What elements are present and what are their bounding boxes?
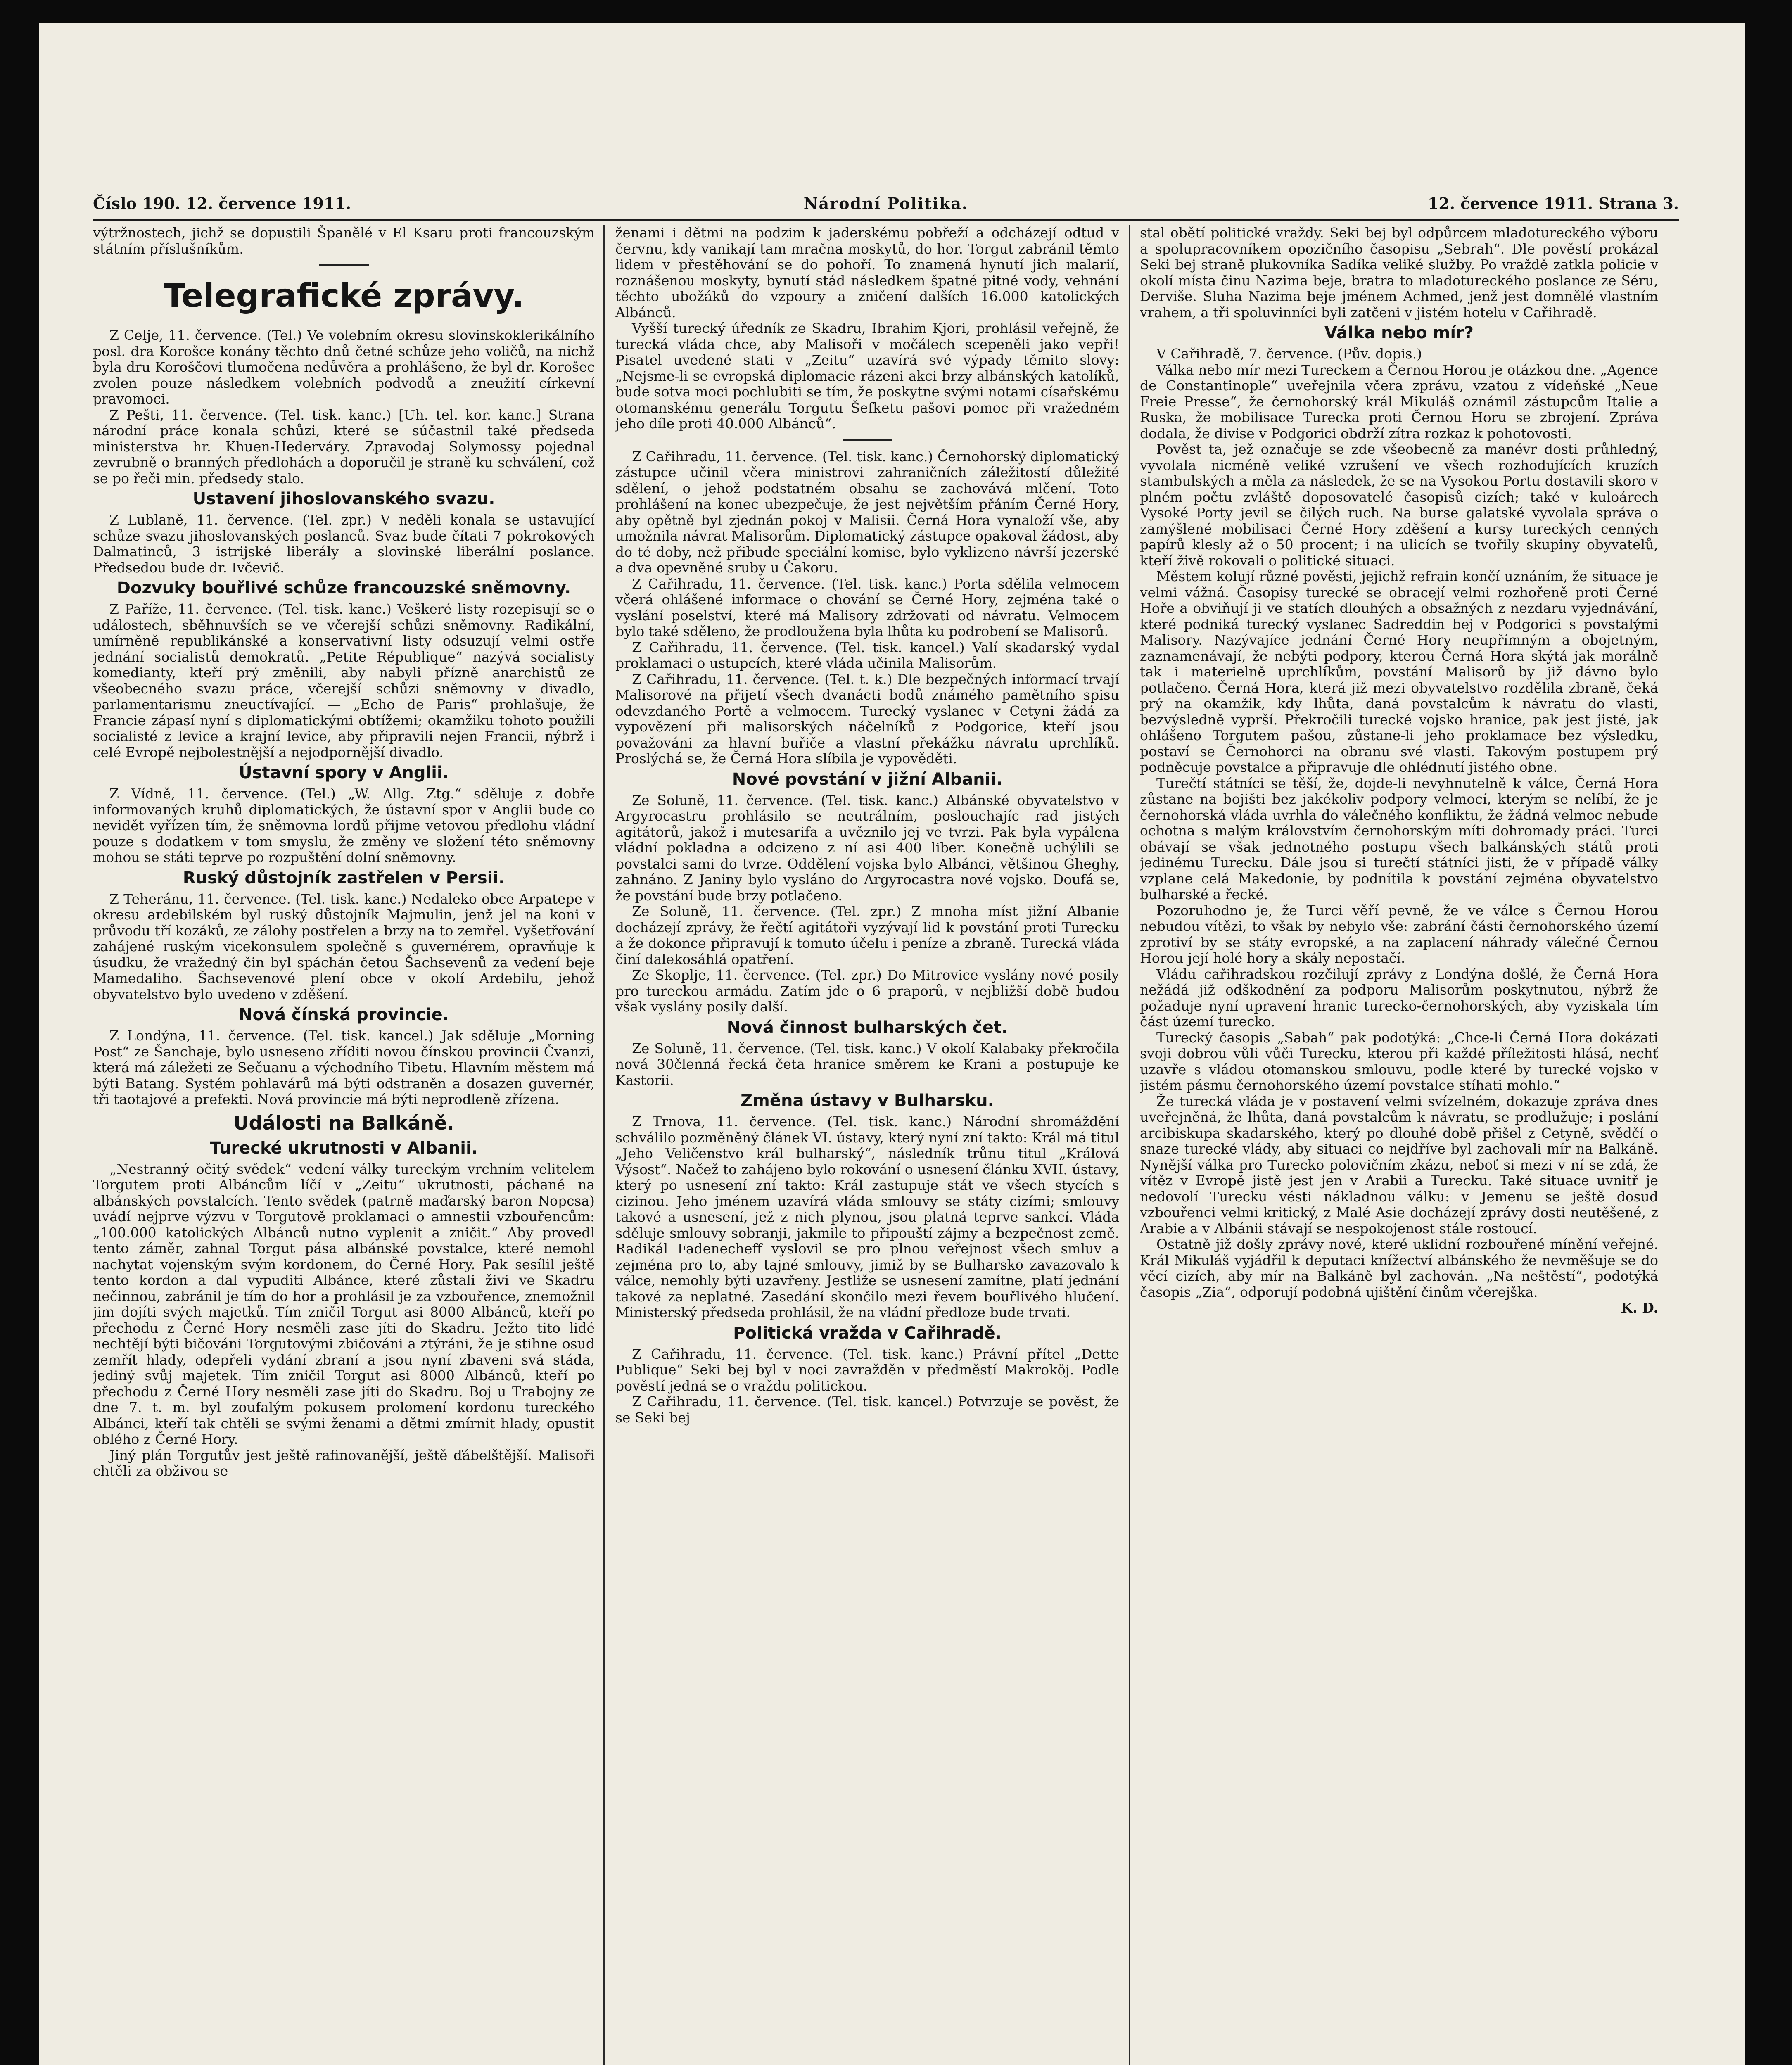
article-title: Dozvuky bouřlivé schůze francouzské sněmovny.: [116, 579, 571, 598]
header-rule: [93, 219, 1679, 221]
paragraph: Ze Soluně, 11. července. (Tel. tisk. kanc.) Albánské obyvatelstvo v Argyrocastru prohlásilo se neutrálním, poslouchajíc rad jistých agitátorů, jakož i mutesarifa a uvěznilo jej ve tvrzi. Pak byla vypálena vládní pokladna a odcizeno z ní asi 400 liber. Konečně uchýlili se povstalci sami do tvrze. Oddělení vojska bylo Albánci, většinou Gheghy, zahnáno. Z Janiny bylo vysláno do Argyrocastra nové vojsko. Doufá se, že povstání bude brzy potlačeno.: [615, 792, 1119, 904]
article-title: Ruský důstojník zastřelen v Persii.: [183, 868, 505, 888]
column-2: [615, 225, 1119, 2065]
dateline: V Cařihradě, 7. července. (Pův. dopis.): [1156, 346, 1422, 362]
paragraph: Z Cařihradu, 11. července. (Tel. tisk. kancel.) Valí skadarský vydal proklamaci o ustupcích, které vláda učinila Malisorům.: [615, 639, 1119, 671]
paragraph: Z Cařihradu, 11. července. (Tel. tisk. kanc.) Černohorský diplomatický zástupce učinil včera ministrovi zahraničních záležitostí důležité sdělení, o jehož podstatném obsahu se zachovává mlčení. Toto prohlášení na konec ubezpečuje, že jest největším přáním Černé Hory, aby opětně byl zjednán pokoj v Malisii. Černá Hora vynaloží vše, aby umožnila návrat Malisorům. Diplomatický zástupce opakoval žádost, aby do té doby, než přibude speciální komise, bylo vyklizeno návrší jezerské a dva opevněné sruby u Čakoru.: [615, 448, 1119, 576]
paragraph: Jiný plán Torgutův jest ještě rafinovanější, ještě ďábelštější. Malisoři chtěli za obživou se: [93, 1447, 595, 1479]
paragraph: Z Cařihradu, 11. července. (Tel. tisk. kancel.) Potvrzuje se pověst, že se Seki bej: [615, 1393, 1119, 1426]
article-title: Ustavení jihoslovanského svazu.: [192, 489, 495, 508]
paragraph: Pozoruhodno je, že Turci věří pevně, že ve válce s Černou Horou nebudou vítězi, to však by nebylo vše: zabrání části černohorského území zprotiví by se státy evropské, a na zaplacení náhrady válečné Černou Horou její holé hory a skály nepostačí.: [1140, 902, 1658, 966]
paragraph: Z Cařihradu, 11. července. (Tel. tisk. kanc.) Porta sdělila velmocem včerá ohlášené informace o chování se Černé Hory, zejména také o vyslání poselství, které má Malisory zdržovati od návratu. Velmocem bylo také sděleno, že prodloužena byla lhůta ku podrobení se Malisorů.: [615, 575, 1119, 639]
article-title: Turecké ukrutnosti v Albanii.: [210, 1138, 478, 1158]
separator: [843, 439, 892, 441]
paragraph: Z Vídně, 11. července. (Tel.) „W. Allg. Ztg.“ sděluje z dobře informovaných kruhů diplomatických, že ústavní spor v Anglii bude co nevidět vyřízen tím, že sněmovna lordů přijme vetovou předlohu vládní pouze s dodatkem v tom smyslu, že změny ve složení této sněmovny mohou se státi teprve po rozpuštění dolní sněmovny.: [93, 786, 595, 865]
paragraph: Z Lublaně, 11. července. (Tel. zpr.) V neděli konala se ustavující schůze svazu jihoslovanských poslanců. Svaz bude čítati 7 pokrokových Dalmatinců, 3 istrijské liberály a slovinské liberální poslance. Předsedou bude dr. Ivčevič.: [93, 512, 595, 576]
paragraph: Z Pešti, 11. července. (Tel. tisk. kanc.) [Uh. tel. kor. kanc.] Strana národní práce konala schůzi, které se súčastnil také předseda ministerstva hr. Khuen-Hederváry. Zpravodaj Solymossy pojednal zevrubně o branných předlohách a doporučil je straně ku schválení, což se po řeči min. předsedy stalo.: [93, 406, 595, 487]
column-divider: [603, 225, 605, 2065]
article-title: Nová čínská provincie.: [238, 1005, 449, 1024]
column-3: [1140, 225, 1658, 2065]
column-divider: [1129, 225, 1130, 2065]
page-info: 12. července 1911. Strana 3.: [1427, 194, 1679, 213]
article-title: Válka nebo mír?: [1324, 323, 1474, 342]
newspaper-page: [39, 23, 1745, 2065]
paragraph: Pověst ta, jež označuje se zde všeobecně za manévr dosti průhledný, vyvolala nicméně veliké vzrušení ve všech rozhodujících kruzích stambulských a měla za následek, že se na Vysokou Portu dostavili skoro v plném počtu zvláště doposovatelé časopisů cizích; také v kuloárech Vysoké Porty jevil se čilých ruch. Na burse galatské vyvolala správa o zamýšlené mobilisaci Černé Hory zděšení a kursy tureckých cenných papírů klesly až o 50 procent; i na ulicích se tvořily skupiny obyvatelů, kteří živě rokovali o politické situaci.: [1140, 441, 1658, 569]
page-header: [93, 190, 1679, 219]
paragraph: Turečtí státníci se těší, že, dojde-li nevyhnutelně k válce, Černá Hora zůstane na bojišti bez jakékoliv podpory velmocí, kterým se nelíbí, že je černohorská vláda uvrhla do válečného konfliktu, že žádná velmoc nebude ochotna s malým královstvím černohorským míti dohromady práci. Turci obávají se však jednotného postupu všech balkánských států proti jedinému Turecku. Dále jsou si turečtí státníci jisti, že v případě války vzplane celá Makedonie, by podnítila k povstání zejména obyvatelstvo bulharské a řecké.: [1140, 775, 1658, 902]
article-title: Ústavní spory v Anglii.: [239, 763, 449, 782]
paragraph: Válka nebo mír mezi Tureckem a Černou Horou je otázkou dne. „Agence de Constantinople“ uveřejnila včera zprávu, vzatou z vídeňské „Neue Freie Presse“, že černohorský král Mikuláš oznámil zástupcům Italie a Ruska, že mobilisace Turecka proti Černou Horu se zbrojení. Zpráva dodala, že divise v Podgorici obdrží zítra rozkaz k pohotovosti.: [1140, 361, 1658, 441]
paragraph: Vládu cařihradskou rozčilují zprávy z Londýna došlé, že Černá Hora nežádá již odškodnění za podporu Malisorům poskytnutou, nýbrž že požaduje nyní upravení hranic turecko-černohorských, aby vyziskala tím část území turecko.: [1140, 966, 1658, 1030]
article-title: Změna ústavy v Bulharsku.: [741, 1091, 994, 1110]
section-title: Události na Balkáně.: [233, 1111, 454, 1134]
issue-info: Číslo 190. 12. července 1911.: [93, 194, 351, 213]
paragraph: Z Paříže, 11. července. (Tel. tisk. kanc.) Veškeré listy rozepisují se o událostech, sběhnuvších se ve včerejší schůzi sněmovny. Radikální, umírněně republikánské a konservativní listy odsuzují velmi ostře jednání socialistů demokratů. „Petite République“ nazývá socialisty komedianty, kteří prý změnili, aby nabyli přízně anarchistů ze všeobecného svazu práce, včerejší schůzi sněmovny v divadlo, parlamentarismu zneuctívající. — „Echo de Paris“ prohlašuje, že Francie zápasí nyní s diplomatickými obtížemi; okamžiku tohoto použili socialisté z levice a krajní levice, aby připravili nejen Francii, nýbrž i celé Evropě nejbolestnější a nejodpornější divadlo.: [93, 601, 595, 760]
paragraph: Ze Soluně, 11. července. (Tel. zpr.) Z mnoha míst jižní Albanie docházejí zprávy, že řečtí agitátoři vyzývají lid k povstání proti Turecku a že dokonce připravují k tomuto účelu i peníze a zbraně. Turecká vláda činí dalekosáhlá opatření.: [615, 903, 1119, 967]
article-title: Nové povstání v jižní Albanii.: [732, 769, 1003, 789]
paragraph: Z Trnova, 11. července. (Tel. tisk. kanc.) Národní shromáždění schválilo pozměněný článek VI. ústavy, který nyní zní takto: Král má titul „Jeho Veličenstvo král bulharský“, následník trůnu titul „Králová Výsost“. Načež to zahájeno bylo rokování o usnesení článku XVII. ústavy, který po usnesení zní takto: Král zastupuje stát ve všech stycích s cizinou. Jeho jménem uzavírá vláda smlouvy se státy cizími; smlouvy takové a usnesení, jež z nich plynou, jsou platná teprve sankcí. Vláda sděluje smlouvy sobranji, jakmile to připouští zájmy a bezpečnost země. Radikál Fadenecheff vyslovil se pro plnou veřejnost všech smluv a zejména pro to, aby tajné smlouvy, jimiž by se Bulharsko zavazovalo k válce, nemohly býti uzavřeny. Jestliže se usnesení zamítne, platí jednání takové za neplatné. Zasedání skončilo mezi řevem bouřlivého hlučení. Ministerský předseda prohlásil, že na vládní předloze bude trvati.: [615, 1113, 1119, 1320]
section-title: Telegrafické zprávy.: [164, 278, 524, 315]
masthead: Národní Politika.: [803, 194, 968, 213]
paragraph: Z Cařihradu, 11. července. (Tel. t. k.) Dle bezpečných informací trvají Malisorové na přijetí všech dvanácti bodů známého pamětního spisu odevzdaného Portě a velmocem. Turecký vyslanec v Cetyni žádá za vypovězení při malisorských náčelníků z Podgorice, kteří jsou považováni za hlavní buřiče a vlastní překážku návratu uprchlíků. Proslýchá se, že Černá Hora slíbila je vypověděti.: [615, 671, 1119, 767]
column-1: [93, 225, 595, 2065]
paragraph: Ostatně již došly zprávy nové, které uklidní rozbouřené mínění veřejné. Král Mikuláš vyjádřil k deputaci knížectví albánského že nevměšuje se do věcí cizích, aby mír na Balkáně byl zachován. „Na neštěstí“, podotýká časopis „Zia“, odporují podobná ujištění činům včerejška.: [1140, 1236, 1658, 1300]
article-title: Politická vražda v Cařihradě.: [733, 1323, 1002, 1343]
paragraph: Ze Skoplje, 11. července. (Tel. zpr.) Do Mitrovice vyslány nové posily pro tureckou armádu. Zatím jde o 6 praporů, v nejbližší době budou však vyslány posily další.: [615, 967, 1119, 1015]
paragraph: Z Londýna, 11. července. (Tel. tisk. kancel.) Jak sděluje „Morning Post“ ze Šanchaje, bylo usneseno zříditi novou čínskou provincii Čvanzi, která má záležeti ze Sečuanu a východního Tibetu. Hlavním městem má býti Batang. Systém pohlavárů má býti odstraněn a dosazen guvernér, tři taotajové a prefekti. Nová provincie má býti neprodleně zřízena.: [93, 1028, 595, 1107]
paragraph: Městem kolují různé pověsti, jejichž refrain končí uznáním, že situace je velmi vážná. Časopisy turecké se obracejí velmi rozhořeně proti Černé Hoře a obviňují ji ve statích dlouhých a obsažných z nezdaru vyjednávání, které podniká turecký vyslanec Sadreddin bej v Podgorici s povstalými Malisory. Nazývajíce jednání Černé Hory neupřímným a obojetným, zaznamenávají, že nebýti podpory, kterou Černá Hora skýtá jak morálně tak i materielně uprchlíkům, povstání Malisorů by již dávno bylo potlačeno. Černá Hora, která již mezi obyvatelstvo rozdělila zbraně, čeká prý na okamžik, kdy lhůta, daná povstalcům k návratu do vlasti, bezvýsledně vyprší. Překročili turecké vojsko hranice, pak jest jisté, jak ohlášeno Torgutem pašou, zůstane-li jeho proklamace bez výsledku, postaví se Černohorci na obranu své vlasti. Takovým postupem prý podněcuje povstalce a připravuje dle ohlédnutí jistého obne.: [1140, 568, 1658, 775]
paragraph: Z Teheránu, 11. července. (Tel. tisk. kanc.) Nedaleko obce Arpatepe v okresu ardebilském byl ruský důstojník Majmulin, jenž jel na koni v průvodu tří kozáků, ze zálohy postřelen a brzy na to zemřel. Vyšetřování zahájené ruským vicekonsulem společně s guvernérem, opravňuje k úsudku, že vražedný čin byl spáchán četou Šachsevenů za vedení beje Mamedaliho. Šachsevenové plení obce v okolí Ardebilu, jehož obyvatelstvo bylo uvedeno v zděšení.: [93, 890, 595, 1002]
paragraph: Vyšší turecký úředník ze Skadru, Ibrahim Kjori, prohlásil veřejně, že turecká vláda chce, aby Malisoři v močálech scepeněli jako vepři! Pisatel uvedené stati v „Zeitu“ uzavírá své výpady těmito slovy: „Nejsme-li se evropská diplomacie rázeni akci brzy albánských katolíků, bude sotva moci pochlubiti se tím, že poskytne svými notami císařskému otomanskému generálu Torgutu Šefketu pašovi pomoc při vražedném jeho díle proti 40.000 Albánců“.: [615, 320, 1119, 432]
separator: [319, 264, 369, 266]
paragraph: Turecký časopis „Sabah“ pak podotýká: „Chce-li Černá Hora dokázati svoji dobrou vůli vůči Turecku, kterou při každé příležitosti hlásá, nechť uzavře s vládou otomanskou smlouvu, podle které by turecké vojsko v jistém pásmu černohorského území povstalce stíhati mohlo.“: [1140, 1029, 1658, 1093]
paragraph: Z Cařihradu, 11. července. (Tel. tisk. kanc.) Právní přítel „Dette Publique“ Seki bej byl v noci zavražděn v předměstí Makroköj. Podle pověstí jedná se o vraždu politickou.: [615, 1346, 1119, 1394]
paragraph: Ze Soluně, 11. července. (Tel. tisk. kanc.) V okolí Kalabaky překročila nová 30členná řecká četa hranice směrem ke Krani a postupuje ke Kastorii.: [615, 1040, 1119, 1088]
paragraph: Že turecká vláda je v postavení velmi svízelném, dokazuje zpráva dnes uveřejněná, že lhůta, daná povstalcům k návratu, se prodlužuje; i poslání arcibiskupa skadarského, který po dlouhé době přišel z Cetyně, svědčí o snaze turecké vlády, aby situaci co nejdříve byl zachovali mír na Balkáně. Nynější válka pro Turecko polovičním zkázu, neboť si mezi v ní se zdá, že vítěz v Evropě jistě jest jen v Arabii a Turecku. Také situace uvnitř je nedovolí Turecku vésti nákladnou válku: v Jemenu se ještě dosud vzbouřenci velmi kritický, z Malé Asie docházejí zprávy dosti neutěšené, z Arabie a v Albánii stávají se nespokojenost stále rostoucí.: [1140, 1093, 1658, 1237]
paragraph: stal obětí politické vraždy. Seki bej byl odpůrcem mladotureckého výboru a spolupracovníkem opozičního časopisu „Sebrah“. Dle pověstí prokázal Seki bej straně plukovníka Sadíka veliké služby. Po vraždě zatkla policie v okolí místa činu Nazima beje, bratra to mladotureckého poslance ze Séru, Derviše. Sluha Nazima beje jménem Achmed, jenž jest domnělé vlastním vrahem, a tři spoluvinníci byli zatčeni v jistém hotelu v Cařihradě.: [1140, 225, 1658, 320]
paragraph: Z Celje, 11. července. (Tel.) Ve volebním okresu slovinskoklerikálního posl. dra Korošce konány těchto dnů četné schůze jeho voličů, na nichž byla dru Koroščovi tlumočena nedůvěra a prohlášeno, že byl dr. Korošec zvolen pouze následkem volebních podvodů a zneužití církevní pravomoci.: [93, 327, 595, 407]
article-title: Nová činnost bulharských čet.: [726, 1018, 1008, 1037]
paragraph: ženami i dětmi na podzim k jaderskému pobřeží a odcházejí odtud v červnu, kdy vanikají tam mračna moskytů, do hor. Torgut zabránil těmto lidem v přestěhování se do pohoří. To znamená hynutí jich malarií, roznášenou moskyty, bynutí stád následkem špatné pitné vody, vehnání těchto ubožáků do vzpoury a zničení dalších 16.000 katolických Albánců.: [615, 225, 1119, 320]
paragraph: výtržnostech, jichž se dopustili Španělé v El Ksaru proti francouzským státním příslušníkům.: [93, 225, 595, 257]
author-signature: K. D.: [1621, 1300, 1658, 1316]
paragraph: „Nestranný očitý svědek“ vedení války tureckým vrchním velitelem Torgutem proti Albáncům líčí v „Zeitu“ ukrutnosti, páchané na albánských povstalcích. Tento svědek (patrně maďarský baron Nopcsa) uvádí nejprve výzvu v Torgutově proklamaci o amnestii vzbouřencům: „100.000 katolických Albánců nutno vyplenit a zničit.“ Aby provedl tento záměr, zahnal Torgut pása albánské povstalce, které nemohl nachytat vojenským svým kordonem, do Černé Hory. Pak sesílil ještě tento kordon a dal vypuditi Albánce, které zůstali živi ve Skadru nečinnou, zabránil je tím do hor a prohlásil je za vzbouřence, znemožnil jim dojíti svých majetků. Tím zničil Torgut asi 8000 Albánců, kteří po přechodu z Černé Hory nesměli zase jíti do Skadru. Ježto tito lidé nechtějí býti bičováni Torgutovými zbičováni a ztýráni, že je stihne osud zemřít hlady, odepřeli vydání zbraní a jsou nyní zbaveni svá stáda, jediný svůj majetek. Tím zničil Torgut asi 8000 Albánců, kteří po přechodu z Černé Hory nesměli zase jíti do Skadru. Boj u Trabojny ze dne 7. t. m. byl zoufalým pokusem prolomení kordonu tureckého Albánci, kteří tak chtěli se svými ženami a dětmi zmírnit hlady, opustit oblého z Černé Hory.: [93, 1161, 595, 1447]
